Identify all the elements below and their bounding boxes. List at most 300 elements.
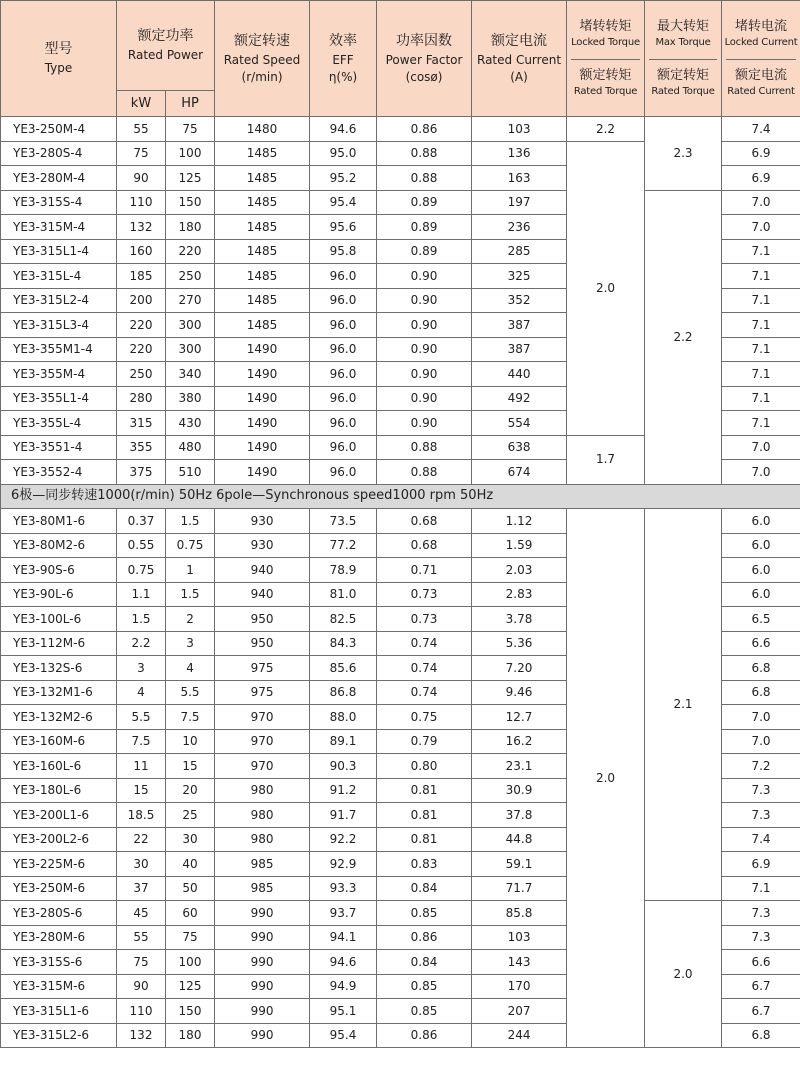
hp-cell: 300	[166, 337, 215, 362]
efficiency-cell: 95.4	[310, 1023, 377, 1048]
hp-cell: 15	[166, 754, 215, 779]
motor-type-cell: YE3-250M-6	[1, 876, 117, 901]
power-factor-cell: 0.86	[377, 117, 472, 142]
hp-cell: 1.5	[166, 582, 215, 607]
motor-type-cell: YE3-355L-4	[1, 411, 117, 436]
efficiency-cell: 96.0	[310, 264, 377, 289]
locked-current-ratio-cell: 6.9	[722, 141, 800, 166]
motor-type-cell: YE3-100L-6	[1, 607, 117, 632]
power-factor-cell: 0.81	[377, 778, 472, 803]
power-factor-cell: 0.89	[377, 190, 472, 215]
power-factor-cell: 0.89	[377, 215, 472, 240]
motor-type-cell: YE3-160M-6	[1, 729, 117, 754]
rated-speed-cell: 970	[215, 705, 310, 730]
efficiency-cell: 96.0	[310, 411, 377, 436]
rated-current-cell: 1.12	[472, 509, 567, 534]
header-rated-speed: 额定转速 Rated Speed (r/min)	[215, 1, 310, 117]
rated-current-cell: 352	[472, 288, 567, 313]
power-factor-cell: 0.90	[377, 411, 472, 436]
locked-current-ratio-cell: 7.2	[722, 754, 800, 779]
hp-cell: 75	[166, 117, 215, 142]
header-kw: kW	[117, 91, 166, 117]
hp-cell: 3	[166, 631, 215, 656]
rated-current-cell: 554	[472, 411, 567, 436]
kw-cell: 280	[117, 386, 166, 411]
rated-current-cell: 1.59	[472, 533, 567, 558]
max-torque-ratio-cell: 2.2	[645, 190, 722, 484]
locked-current-ratio-cell: 6.7	[722, 974, 800, 999]
motor-type-cell: YE3-180L-6	[1, 778, 117, 803]
power-factor-cell: 0.85	[377, 999, 472, 1024]
efficiency-cell: 94.9	[310, 974, 377, 999]
rated-speed-cell: 940	[215, 582, 310, 607]
hp-cell: 40	[166, 852, 215, 877]
motor-type-cell: YE3-355M-4	[1, 362, 117, 387]
locked-current-ratio-cell: 7.1	[722, 386, 800, 411]
section-row	[1, 484, 800, 509]
efficiency-cell: 77.2	[310, 533, 377, 558]
efficiency-cell: 81.0	[310, 582, 377, 607]
efficiency-cell: 73.5	[310, 509, 377, 534]
rated-current-cell: 2.03	[472, 558, 567, 583]
power-factor-cell: 0.90	[377, 313, 472, 338]
kw-cell: 132	[117, 215, 166, 240]
rated-speed-cell: 1480	[215, 117, 310, 142]
efficiency-cell: 95.1	[310, 999, 377, 1024]
power-factor-cell: 0.90	[377, 288, 472, 313]
hp-cell: 180	[166, 1023, 215, 1048]
rated-current-cell: 244	[472, 1023, 567, 1048]
locked-current-ratio-cell: 6.6	[722, 950, 800, 975]
rated-speed-cell: 1490	[215, 411, 310, 436]
power-factor-cell: 0.85	[377, 974, 472, 999]
locked-current-ratio-cell: 7.0	[722, 190, 800, 215]
locked-current-ratio-cell: 7.0	[722, 729, 800, 754]
motor-type-cell: YE3-90S-6	[1, 558, 117, 583]
locked-current-ratio-cell: 6.8	[722, 680, 800, 705]
rated-current-cell: 170	[472, 974, 567, 999]
hp-cell: 2	[166, 607, 215, 632]
rated-speed-cell: 930	[215, 533, 310, 558]
motor-type-cell: YE3-315L1-6	[1, 999, 117, 1024]
header-max-torque-ratio: 最大转矩 Max Torque 额定转矩 Rated Torque	[645, 1, 722, 117]
efficiency-cell: 95.6	[310, 215, 377, 240]
rated-speed-cell: 990	[215, 901, 310, 926]
motor-type-cell: YE3-315L2-4	[1, 288, 117, 313]
rated-speed-cell: 1485	[215, 166, 310, 191]
efficiency-cell: 94.6	[310, 117, 377, 142]
locked-current-ratio-cell: 7.3	[722, 925, 800, 950]
rated-current-cell: 16.2	[472, 729, 567, 754]
rated-speed-cell: 975	[215, 680, 310, 705]
motor-type-cell: YE3-280M-6	[1, 925, 117, 950]
rated-speed-cell: 980	[215, 778, 310, 803]
rated-speed-cell: 1485	[215, 141, 310, 166]
kw-cell: 15	[117, 778, 166, 803]
power-factor-cell: 0.88	[377, 435, 472, 460]
hp-cell: 0.75	[166, 533, 215, 558]
motor-type-cell: YE3-315M-4	[1, 215, 117, 240]
kw-cell: 45	[117, 901, 166, 926]
hp-cell: 60	[166, 901, 215, 926]
rated-current-cell: 197	[472, 190, 567, 215]
motor-type-cell: YE3-112M-6	[1, 631, 117, 656]
efficiency-cell: 84.3	[310, 631, 377, 656]
hp-cell: 300	[166, 313, 215, 338]
max-torque-ratio-cell: 2.3	[645, 117, 722, 191]
locked-current-ratio-cell: 7.1	[722, 362, 800, 387]
rated-current-cell: 638	[472, 435, 567, 460]
rated-speed-cell: 1485	[215, 264, 310, 289]
rated-speed-cell: 975	[215, 656, 310, 681]
table-row	[1, 509, 800, 534]
motor-type-cell: YE3-280S-6	[1, 901, 117, 926]
table-row	[1, 117, 800, 142]
header-type: 型号 Type	[1, 1, 117, 117]
efficiency-cell: 96.0	[310, 460, 377, 485]
motor-type-cell: YE3-315L1-4	[1, 239, 117, 264]
kw-cell: 90	[117, 974, 166, 999]
max-torque-ratio-cell: 2.1	[645, 509, 722, 901]
hp-cell: 7.5	[166, 705, 215, 730]
efficiency-cell: 93.7	[310, 901, 377, 926]
locked-current-ratio-cell: 6.8	[722, 1023, 800, 1048]
hp-cell: 125	[166, 974, 215, 999]
kw-cell: 4	[117, 680, 166, 705]
kw-cell: 200	[117, 288, 166, 313]
rated-speed-cell: 1490	[215, 435, 310, 460]
efficiency-cell: 91.7	[310, 803, 377, 828]
rated-speed-cell: 980	[215, 803, 310, 828]
power-factor-cell: 0.88	[377, 141, 472, 166]
kw-cell: 0.55	[117, 533, 166, 558]
rated-speed-cell: 970	[215, 729, 310, 754]
hp-cell: 100	[166, 141, 215, 166]
rated-current-cell: 23.1	[472, 754, 567, 779]
section-title: 6极—同步转速1000(r/min) 50Hz 6pole—Synchronous speed1000 rpm 50Hz	[1, 484, 800, 509]
motor-type-cell: YE3-315L3-4	[1, 313, 117, 338]
locked-current-ratio-cell: 6.0	[722, 533, 800, 558]
rated-current-cell: 440	[472, 362, 567, 387]
locked-current-ratio-cell: 6.8	[722, 656, 800, 681]
kw-cell: 1.5	[117, 607, 166, 632]
kw-cell: 375	[117, 460, 166, 485]
rated-speed-cell: 950	[215, 607, 310, 632]
rated-speed-cell: 940	[215, 558, 310, 583]
locked-current-ratio-cell: 6.9	[722, 852, 800, 877]
rated-speed-cell: 990	[215, 925, 310, 950]
rated-current-cell: 143	[472, 950, 567, 975]
header-rated-power: 额定功率 Rated Power	[117, 1, 215, 91]
rated-speed-cell: 1490	[215, 362, 310, 387]
rated-current-cell: 2.83	[472, 582, 567, 607]
rated-current-cell: 136	[472, 141, 567, 166]
hp-cell: 125	[166, 166, 215, 191]
motor-type-cell: YE3-315S-4	[1, 190, 117, 215]
efficiency-cell: 96.0	[310, 313, 377, 338]
power-factor-cell: 0.74	[377, 631, 472, 656]
header-locked-current-ratio: 堵转电流 Locked Current 额定电流 Rated Current	[722, 1, 800, 117]
hp-cell: 5.5	[166, 680, 215, 705]
kw-cell: 30	[117, 852, 166, 877]
kw-cell: 11	[117, 754, 166, 779]
power-factor-cell: 0.85	[377, 901, 472, 926]
motor-type-cell: YE3-225M-6	[1, 852, 117, 877]
power-factor-cell: 0.88	[377, 460, 472, 485]
efficiency-cell: 82.5	[310, 607, 377, 632]
locked-current-ratio-cell: 7.0	[722, 460, 800, 485]
locked-current-ratio-cell: 7.1	[722, 411, 800, 436]
efficiency-cell: 96.0	[310, 288, 377, 313]
rated-speed-cell: 1490	[215, 386, 310, 411]
power-factor-cell: 0.83	[377, 852, 472, 877]
kw-cell: 1.1	[117, 582, 166, 607]
power-factor-cell: 0.74	[377, 680, 472, 705]
kw-cell: 110	[117, 190, 166, 215]
kw-cell: 160	[117, 239, 166, 264]
rated-speed-cell: 970	[215, 754, 310, 779]
rated-speed-cell: 1485	[215, 190, 310, 215]
hp-cell: 220	[166, 239, 215, 264]
efficiency-cell: 91.2	[310, 778, 377, 803]
motor-type-cell: YE3-280S-4	[1, 141, 117, 166]
motor-type-cell: YE3-280M-4	[1, 166, 117, 191]
locked-current-ratio-cell: 6.6	[722, 631, 800, 656]
hp-cell: 30	[166, 827, 215, 852]
efficiency-cell: 95.0	[310, 141, 377, 166]
kw-cell: 90	[117, 166, 166, 191]
locked-current-ratio-cell: 7.4	[722, 827, 800, 852]
motor-type-cell: YE3-132M1-6	[1, 680, 117, 705]
locked-current-ratio-cell: 7.0	[722, 705, 800, 730]
power-factor-cell: 0.81	[377, 803, 472, 828]
rated-current-cell: 285	[472, 239, 567, 264]
power-factor-cell: 0.73	[377, 582, 472, 607]
header-efficiency: 效率 EFF η(%)	[310, 1, 377, 117]
efficiency-cell: 85.6	[310, 656, 377, 681]
power-factor-cell: 0.79	[377, 729, 472, 754]
kw-cell: 2.2	[117, 631, 166, 656]
locked-current-ratio-cell: 7.1	[722, 313, 800, 338]
efficiency-cell: 92.2	[310, 827, 377, 852]
rated-speed-cell: 985	[215, 852, 310, 877]
motor-type-cell: YE3-80M1-6	[1, 509, 117, 534]
rated-speed-cell: 1485	[215, 288, 310, 313]
efficiency-cell: 89.1	[310, 729, 377, 754]
rated-current-cell: 37.8	[472, 803, 567, 828]
motor-type-cell: YE3-315L-4	[1, 264, 117, 289]
hp-cell: 180	[166, 215, 215, 240]
efficiency-cell: 95.4	[310, 190, 377, 215]
hp-cell: 250	[166, 264, 215, 289]
motor-type-cell: YE3-132S-6	[1, 656, 117, 681]
kw-cell: 132	[117, 1023, 166, 1048]
rated-current-cell: 325	[472, 264, 567, 289]
rated-current-cell: 7.20	[472, 656, 567, 681]
power-factor-cell: 0.71	[377, 558, 472, 583]
locked-current-ratio-cell: 7.0	[722, 435, 800, 460]
hp-cell: 100	[166, 950, 215, 975]
hp-cell: 510	[166, 460, 215, 485]
power-factor-cell: 0.68	[377, 509, 472, 534]
locked-current-ratio-cell: 7.1	[722, 288, 800, 313]
hp-cell: 380	[166, 386, 215, 411]
rated-current-cell: 492	[472, 386, 567, 411]
rated-speed-cell: 990	[215, 999, 310, 1024]
rated-current-cell: 71.7	[472, 876, 567, 901]
kw-cell: 55	[117, 925, 166, 950]
efficiency-cell: 86.8	[310, 680, 377, 705]
rated-current-cell: 207	[472, 999, 567, 1024]
hp-cell: 75	[166, 925, 215, 950]
efficiency-cell: 95.2	[310, 166, 377, 191]
efficiency-cell: 94.1	[310, 925, 377, 950]
locked-current-ratio-cell: 7.1	[722, 264, 800, 289]
motor-type-cell: YE3-315M-6	[1, 974, 117, 999]
efficiency-cell: 90.3	[310, 754, 377, 779]
hp-cell: 1.5	[166, 509, 215, 534]
efficiency-cell: 93.3	[310, 876, 377, 901]
locked-current-ratio-cell: 7.3	[722, 778, 800, 803]
rated-speed-cell: 1490	[215, 460, 310, 485]
table-row	[1, 190, 800, 215]
locked-torque-ratio-cell: 2.2	[567, 117, 645, 142]
rated-current-cell: 30.9	[472, 778, 567, 803]
hp-cell: 10	[166, 729, 215, 754]
locked-torque-ratio-cell: 2.0	[567, 509, 645, 1048]
power-factor-cell: 0.86	[377, 925, 472, 950]
motor-type-cell: YE3-250M-4	[1, 117, 117, 142]
hp-cell: 50	[166, 876, 215, 901]
hp-cell: 270	[166, 288, 215, 313]
rated-speed-cell: 1485	[215, 313, 310, 338]
rated-current-cell: 3.78	[472, 607, 567, 632]
rated-speed-cell: 990	[215, 974, 310, 999]
motor-type-cell: YE3-200L2-6	[1, 827, 117, 852]
header-power-factor: 功率因数 Power Factor (cosø)	[377, 1, 472, 117]
kw-cell: 220	[117, 337, 166, 362]
hp-cell: 430	[166, 411, 215, 436]
motor-type-cell: YE3-132M2-6	[1, 705, 117, 730]
efficiency-cell: 96.0	[310, 435, 377, 460]
kw-cell: 5.5	[117, 705, 166, 730]
efficiency-cell: 96.0	[310, 362, 377, 387]
power-factor-cell: 0.89	[377, 239, 472, 264]
motor-type-cell: YE3-315S-6	[1, 950, 117, 975]
kw-cell: 75	[117, 141, 166, 166]
rated-speed-cell: 1485	[215, 239, 310, 264]
locked-current-ratio-cell: 7.3	[722, 803, 800, 828]
motor-type-cell: YE3-160L-6	[1, 754, 117, 779]
table-header	[1, 1, 800, 117]
locked-current-ratio-cell: 7.1	[722, 876, 800, 901]
rated-speed-cell: 990	[215, 950, 310, 975]
locked-current-ratio-cell: 7.1	[722, 337, 800, 362]
kw-cell: 18.5	[117, 803, 166, 828]
hp-cell: 1	[166, 558, 215, 583]
kw-cell: 0.37	[117, 509, 166, 534]
hp-cell: 4	[166, 656, 215, 681]
hp-cell: 480	[166, 435, 215, 460]
motor-type-cell: YE3-80M2-6	[1, 533, 117, 558]
power-factor-cell: 0.86	[377, 1023, 472, 1048]
locked-current-ratio-cell: 6.0	[722, 558, 800, 583]
motor-type-cell: YE3-90L-6	[1, 582, 117, 607]
efficiency-cell: 95.8	[310, 239, 377, 264]
kw-cell: 3	[117, 656, 166, 681]
hp-cell: 150	[166, 190, 215, 215]
power-factor-cell: 0.81	[377, 827, 472, 852]
efficiency-cell: 78.9	[310, 558, 377, 583]
rated-current-cell: 163	[472, 166, 567, 191]
power-factor-cell: 0.80	[377, 754, 472, 779]
locked-current-ratio-cell: 6.0	[722, 582, 800, 607]
hp-cell: 25	[166, 803, 215, 828]
header-locked-torque-ratio: 堵转转矩 Locked Torque 额定转矩 Rated Torque	[567, 1, 645, 117]
rated-speed-cell: 1485	[215, 215, 310, 240]
power-factor-cell: 0.88	[377, 166, 472, 191]
power-factor-cell: 0.75	[377, 705, 472, 730]
rated-current-cell: 103	[472, 925, 567, 950]
power-factor-cell: 0.73	[377, 607, 472, 632]
locked-current-ratio-cell: 6.9	[722, 166, 800, 191]
rated-current-cell: 85.8	[472, 901, 567, 926]
rated-speed-cell: 1490	[215, 337, 310, 362]
rated-speed-cell: 980	[215, 827, 310, 852]
efficiency-cell: 92.9	[310, 852, 377, 877]
rated-current-cell: 5.36	[472, 631, 567, 656]
kw-cell: 7.5	[117, 729, 166, 754]
power-factor-cell: 0.90	[377, 264, 472, 289]
efficiency-cell: 88.0	[310, 705, 377, 730]
locked-torque-ratio-cell: 2.0	[567, 141, 645, 435]
power-factor-cell: 0.68	[377, 533, 472, 558]
rated-speed-cell: 950	[215, 631, 310, 656]
rated-speed-cell: 930	[215, 509, 310, 534]
power-factor-cell: 0.90	[377, 386, 472, 411]
efficiency-cell: 94.6	[310, 950, 377, 975]
kw-cell: 55	[117, 117, 166, 142]
locked-current-ratio-cell: 7.4	[722, 117, 800, 142]
rated-current-cell: 387	[472, 313, 567, 338]
kw-cell: 185	[117, 264, 166, 289]
rated-current-cell: 387	[472, 337, 567, 362]
locked-torque-ratio-cell: 1.7	[567, 435, 645, 484]
rated-current-cell: 44.8	[472, 827, 567, 852]
motor-type-cell: YE3-200L1-6	[1, 803, 117, 828]
hp-cell: 150	[166, 999, 215, 1024]
locked-current-ratio-cell: 7.0	[722, 215, 800, 240]
kw-cell: 220	[117, 313, 166, 338]
kw-cell: 250	[117, 362, 166, 387]
motor-type-cell: YE3-3552-4	[1, 460, 117, 485]
header-rated-current: 额定电流 Rated Current (A)	[472, 1, 567, 117]
locked-current-ratio-cell: 6.0	[722, 509, 800, 534]
kw-cell: 37	[117, 876, 166, 901]
power-factor-cell: 0.74	[377, 656, 472, 681]
table-body	[1, 117, 800, 1048]
locked-current-ratio-cell: 6.7	[722, 999, 800, 1024]
kw-cell: 0.75	[117, 558, 166, 583]
efficiency-cell: 96.0	[310, 337, 377, 362]
locked-current-ratio-cell: 7.3	[722, 901, 800, 926]
motor-type-cell: YE3-315L2-6	[1, 1023, 117, 1048]
rated-current-cell: 236	[472, 215, 567, 240]
rated-current-cell: 9.46	[472, 680, 567, 705]
header-hp: HP	[166, 91, 215, 117]
power-factor-cell: 0.84	[377, 876, 472, 901]
locked-current-ratio-cell: 7.1	[722, 239, 800, 264]
